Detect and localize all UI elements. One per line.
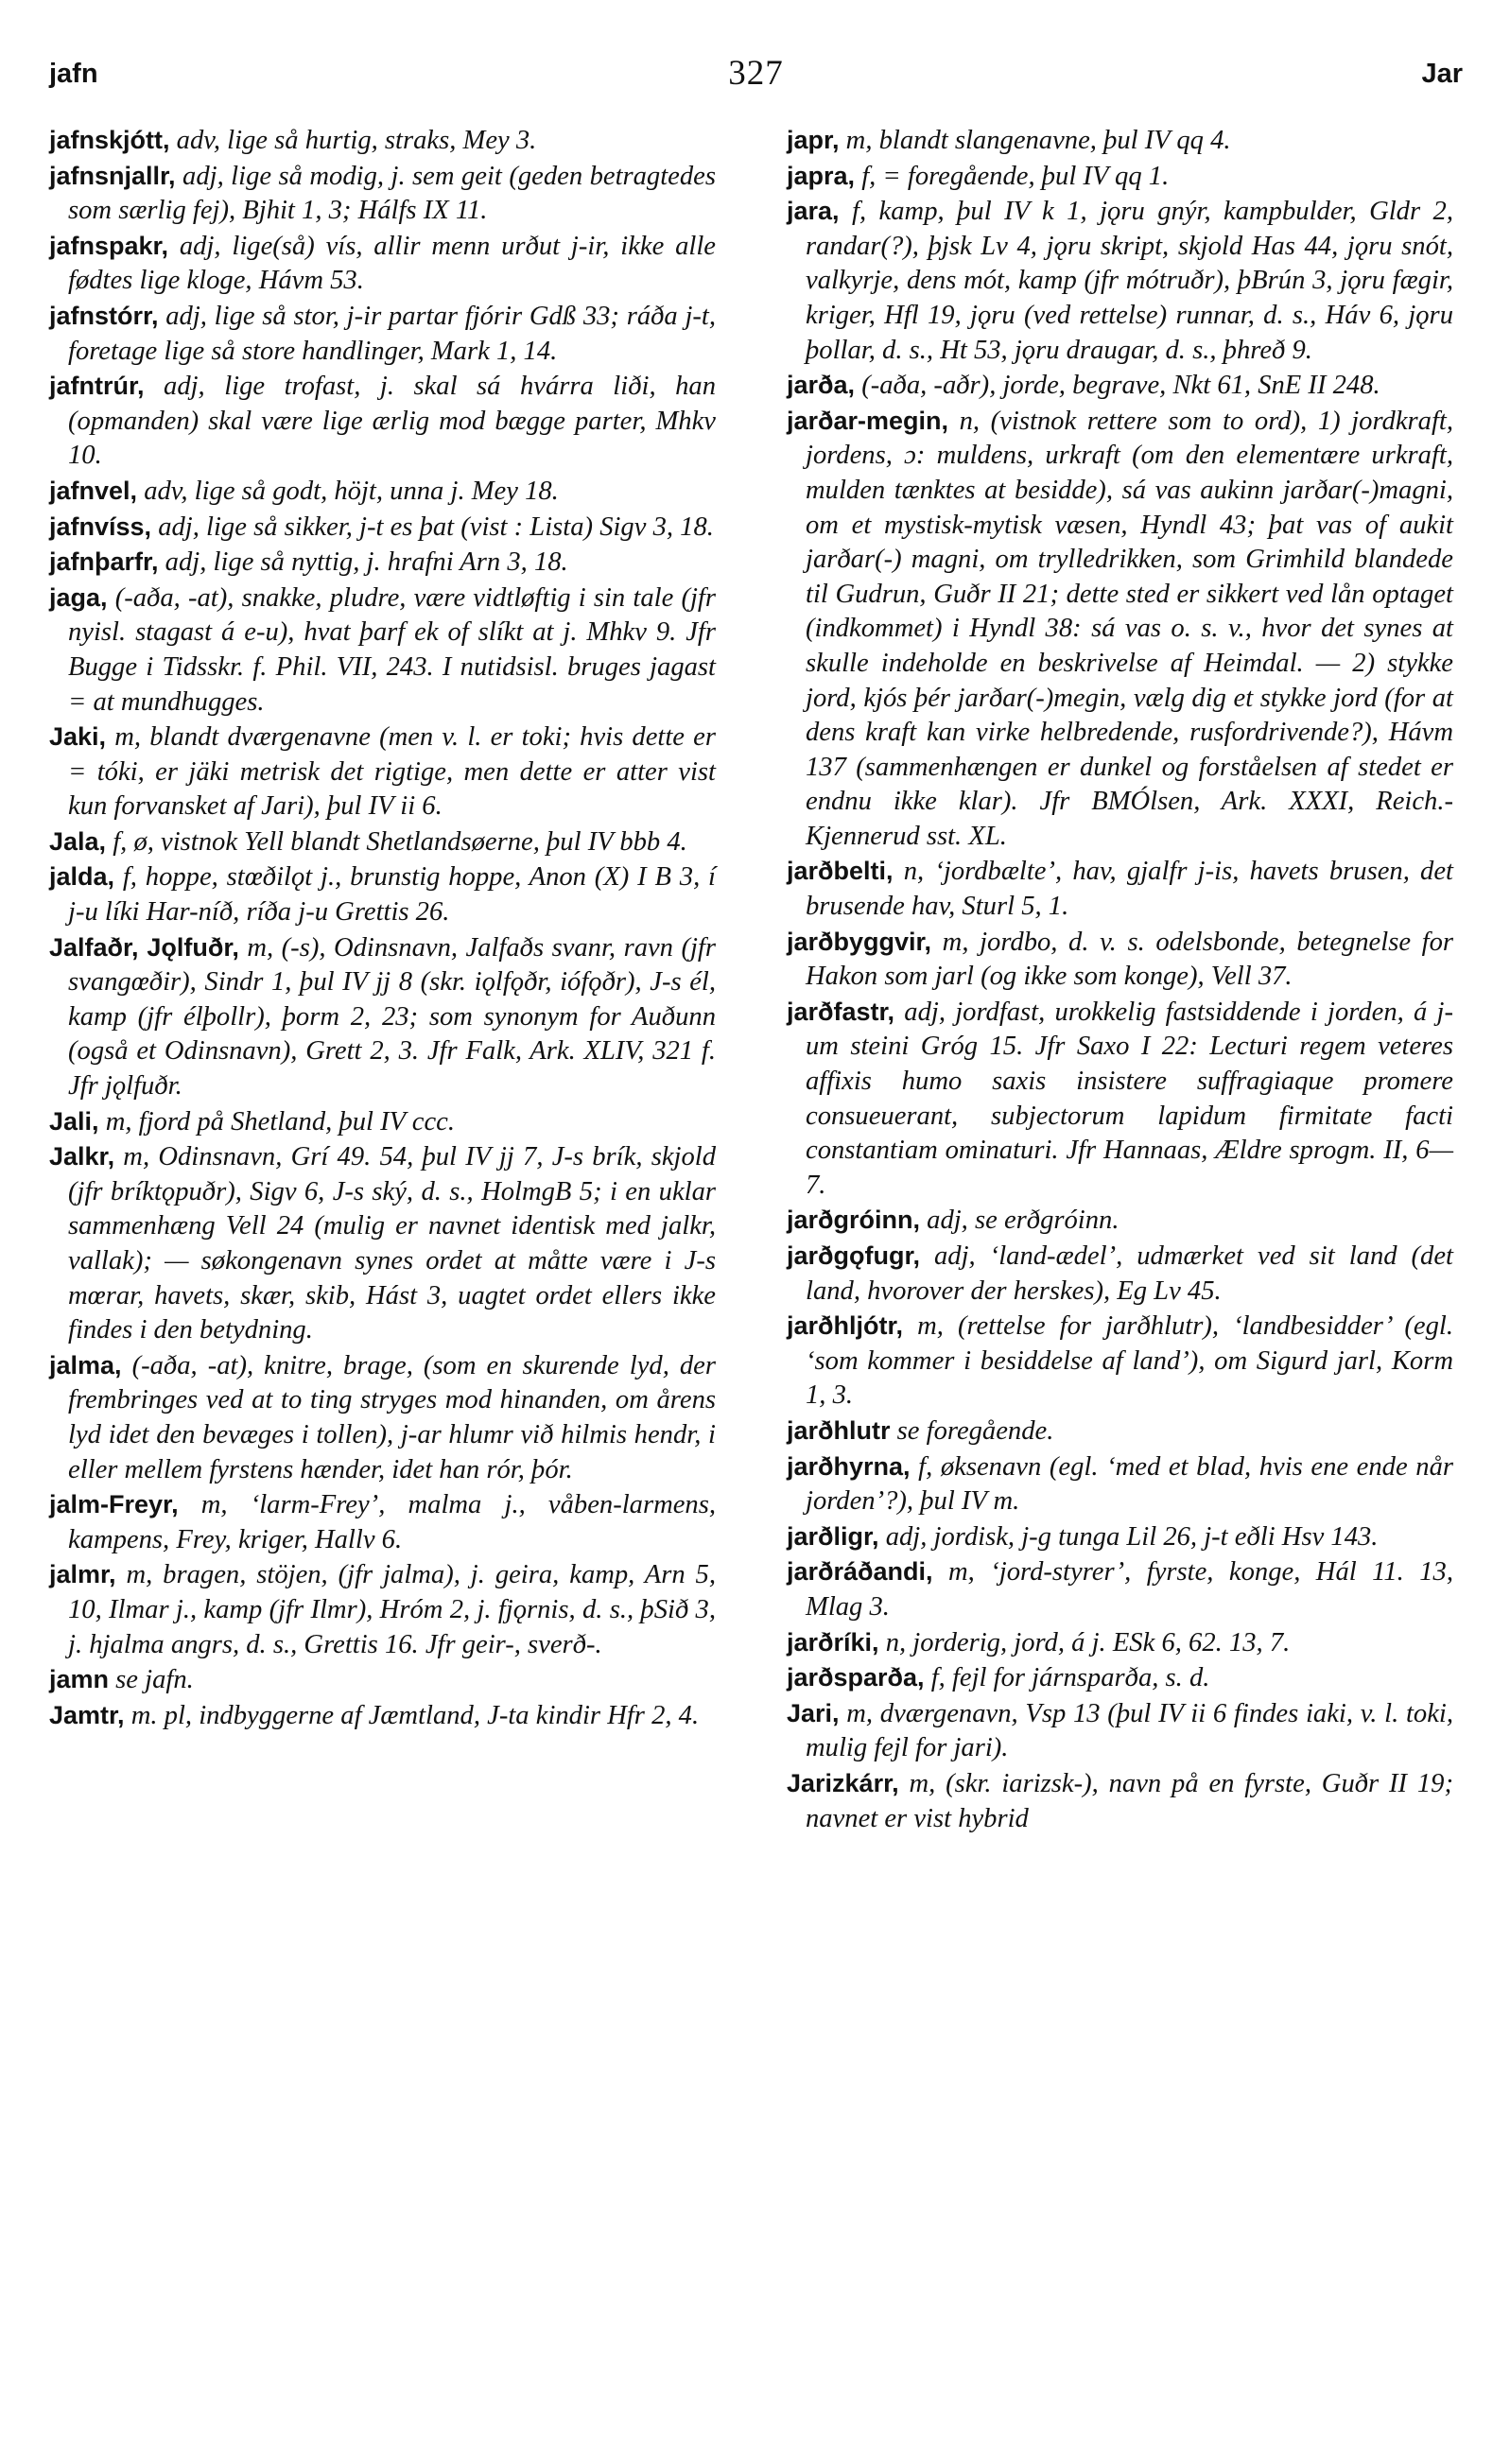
dictionary-entry xyxy=(787,1239,1453,1309)
entry-headword: jaga, xyxy=(49,582,108,612)
entry-headword: Jala, xyxy=(49,826,107,856)
dictionary-entry xyxy=(49,299,716,369)
entry-definition: adj, jordfast, urokkelig fastsiddende i jorden, á j-um steini Gróg 15. Jfr Saxo I 22: Lecturi regem veteres affixis humo saxis insistere suffragiaque promere consueuerant, subjectorum lapidum firmitate facti constantiam ominaturi. Jfr Hannaas, Ældre sprogm. II, 6—7. xyxy=(806,997,1453,1200)
entry-headword: jarðbelti, xyxy=(787,857,894,886)
dictionary-entry xyxy=(49,123,716,159)
entry-headword: jarðsparða, xyxy=(787,1663,925,1692)
entry-headword: Jari, xyxy=(787,1698,840,1727)
dictionary-entry xyxy=(787,194,1453,368)
entry-definition: m, ‘jord-styrer’, fyrste, konge, Hál 11. 13, Mlag 3. xyxy=(806,1557,1453,1622)
right-column xyxy=(787,123,1453,1836)
entry-definition: adj, jordisk, j-g tunga Lil 26, j-t eðli Hsv 143. xyxy=(878,1521,1379,1552)
dictionary-entry xyxy=(787,1766,1453,1836)
entry-definition: m, (skr. iarizsk-), navn på en fyrste, Guðr II 19; navnet er vist hybrid xyxy=(806,1768,1453,1833)
entry-headword: jafnsnjallr, xyxy=(49,161,176,190)
entry-definition: (-aða, -at), snakke, pludre, være vidtløftig i sin tale (jfr nyisl. stagast á e-u), hvat þarf ek of slíkt at j. Mhkv 9. Jfr Bugge i Tidsskr. f. Phil. VII, 243. I nutidsisl. bruges jagast = at mundhugges. xyxy=(68,582,716,717)
dictionary-entry xyxy=(49,824,716,860)
dictionary-entry xyxy=(787,1309,1453,1414)
header-right-guideword: Jar xyxy=(1421,59,1463,89)
dictionary-entry xyxy=(49,510,716,546)
dictionary-entry xyxy=(787,404,1453,855)
dictionary-entry xyxy=(49,720,716,824)
entry-headword: jafnvel, xyxy=(49,476,138,505)
entry-headword: jarðhljótr, xyxy=(787,1311,904,1341)
dictionary-entry xyxy=(49,369,716,474)
dictionary-entry xyxy=(787,995,1453,1204)
dictionary-entry xyxy=(787,1203,1453,1239)
entry-headword: jarðríki, xyxy=(787,1627,879,1657)
header-left-guideword: jafn xyxy=(49,59,98,89)
entry-headword: jafnvíss, xyxy=(49,512,152,541)
entry-definition: m, bragen, stöjen, (jfr jalma), j. geira, kamp, Arn 5, 10, Ilmar j., kamp (jfr Ilmr), Hróm 2, j. fjǫrnis, d. s., þSið 3, j. hjalma angrs, d. s., Grettis 16. Jfr geir-, sverð-. xyxy=(68,1560,716,1659)
entry-definition: adj, lige trofast, j. skal sá hvárra liði, han (opmanden) skal være lige ærlig mod bægge parter, Mhkv 10. xyxy=(68,372,716,471)
entry-definition: m, ‘larm-Frey’, malma j., våben-larmens, kampens, Frey, kriger, Hallv 6. xyxy=(68,1490,716,1554)
entry-definition: se jafn. xyxy=(109,1665,194,1695)
entry-definition: f, hoppe, stœðilǫt j., brunstig hoppe, Anon (X) I B 3, í j-u líki Har-níð, ríða j-u Grettis 26. xyxy=(68,862,716,928)
entry-headword: jarðligr, xyxy=(787,1521,879,1551)
dictionary-entry xyxy=(787,1696,1453,1766)
entry-headword: jamn xyxy=(49,1665,110,1694)
dictionary-entry xyxy=(49,545,716,581)
entry-headword: jarðgróinn, xyxy=(787,1206,920,1235)
entry-definition: f, ø, vistnok Yell blandt Shetlandsøerne, þul IV bbb 4. xyxy=(106,826,687,857)
entry-definition: f, øksenavn (egl. ‘med et blad, hvis ene ende når jorden’?), þul IV m. xyxy=(806,1451,1453,1517)
dictionary-entry xyxy=(787,159,1453,195)
dictionary-entry xyxy=(787,1414,1453,1449)
entry-definition: m, Odinsnavn, Grí 49. 54, þul IV jj 7, J-s brík, skjold (jfr bríktǫpuðr), Sigv 6, J-s ský, d. s., HolmgB 5; i en uklar sammenhæng Vell 24 (mulig er navnet identisk med jalkr, vallak); — søkongenavn synes ordet at måtte være i J-s mœrar, havets, skær, skib, Hást 3, uagtet ordet ellers ikke findes i den betydning. xyxy=(68,1142,716,1345)
dictionary-entry xyxy=(49,474,716,510)
entry-definition: adj, lige så stor, j-ir partar fjórir Gdß 33; ráða j-t, foretage lige så store handlinger, Mark 1, 14. xyxy=(68,301,716,366)
entry-headword: jarðhyrna, xyxy=(787,1451,911,1481)
entry-definition: adv, lige så godt, höjt, unna j. Mey 18. xyxy=(137,476,559,506)
dictionary-entry xyxy=(49,930,716,1104)
entry-headword: jalma, xyxy=(49,1350,122,1379)
dictionary-entry xyxy=(787,1554,1453,1624)
left-column xyxy=(49,123,716,1733)
entry-definition: adj, lige så nyttig, j. hrafni Arn 3, 18. xyxy=(158,547,568,578)
entry-headword: jafntrúr, xyxy=(49,372,145,401)
dictionary-entry xyxy=(787,854,1453,924)
entry-headword: Jamtr, xyxy=(49,1700,125,1729)
dictionary-entry xyxy=(787,1519,1453,1555)
entry-headword: jara, xyxy=(787,197,840,226)
entry-headword: jarðbyggvir, xyxy=(787,927,932,956)
entry-definition: m, jordbo, d. v. s. odelsbonde, betegnelse for Hakon som jarl (og ikke som konge), Vell 37. xyxy=(806,927,1453,992)
entry-headword: japr, xyxy=(787,126,840,154)
dictionary-entry xyxy=(49,1557,716,1662)
entry-headword: Jarizkárr, xyxy=(787,1768,899,1797)
entry-definition: se foregående. xyxy=(890,1415,1054,1446)
entry-definition: m, dværgenavn, Vsp 13 (þul IV ii 6 findes iaki, v. l. toki, mulig fejl for jari). xyxy=(806,1698,1453,1763)
entry-headword: jarðar-megin, xyxy=(787,406,949,435)
entry-definition: adj, lige(så) vís, allir menn urðut j-ir, ikke alle fødtes lige kloge, Hávm 53. xyxy=(68,231,716,296)
dictionary-entry xyxy=(787,123,1453,159)
entry-definition: adj, lige så modig, j. sem geit (geden betragtedes som særlig fej), Bjhit 1, 3; Hálfs IX 11. xyxy=(68,161,716,226)
dictionary-entry xyxy=(787,1625,1453,1661)
entry-definition: m, blandt slangenavne, þul IV qq 4. xyxy=(839,126,1231,155)
entry-definition: m, fjord på Shetland, þul IV ccc. xyxy=(98,1106,455,1137)
entry-definition: adj, se erðgróinn. xyxy=(920,1206,1119,1236)
entry-definition: n, ‘jordbælte’, hav, gjalfr j-is, havets brusen, det brusende hav, Sturl 5, 1. xyxy=(806,857,1453,922)
entry-definition: m, (-s), Odinsnavn, Jalfaðs svanr, ravn (jfr svangœðir), Sindr 1, þul IV jj 8 (skr. iǫlfǫðr, iófǫðr), J-s él, kamp (jfr élþollr), þorm 2, 23; som synonym for Auðunn (også et Odinsnavn), Grett 2, 3. Jfr Falk, Ark. XLIV, 321 f. Jfr jǫlfuðr. xyxy=(68,932,716,1102)
entry-headword: jalm-Freyr, xyxy=(49,1490,179,1519)
entry-definition: m, blandt dværgenavne (men v. l. er toki; hvis dette er = tóki, er jäki metrisk det rigtige, men dette er atter vist kun forvansket af Jari), þul IV ii 6. xyxy=(68,722,716,822)
dictionary-entry xyxy=(787,925,1453,995)
dictionary-entry xyxy=(49,1139,716,1348)
entry-headword: jarðgǫfugr, xyxy=(787,1241,920,1270)
entry-headword: jafnstórr, xyxy=(49,301,159,330)
entry-definition: adj, lige så sikker, j-t es þat (vist : Lista) Sigv 3, 18. xyxy=(151,512,714,542)
entry-headword: jafnskjótt, xyxy=(49,126,170,154)
dictionary-entry xyxy=(49,859,716,929)
dictionary-entry xyxy=(787,1660,1453,1696)
entry-definition: adj, ‘land-ædel’, udmærket ved sit land (det land, hvorover der herskes), Eg Lv 45. xyxy=(806,1241,1453,1306)
dictionary-entry xyxy=(49,1662,716,1698)
entry-headword: Jaki, xyxy=(49,722,107,752)
entry-definition: m. pl, indbyggerne af Jæmtland, J-ta kindir Hfr 2, 4. xyxy=(124,1700,700,1730)
entry-headword: jarðráðandi, xyxy=(787,1557,933,1587)
page-header xyxy=(49,53,1463,100)
dictionary-entry xyxy=(787,1449,1453,1519)
entry-headword: jafnspakr, xyxy=(49,231,169,260)
entry-headword: jarða, xyxy=(787,371,856,400)
entry-definition: (-aða, -at), knitre, brage, (som en skurende lyd, der frembringes ved at to ting stryges mod hinanden, om årens lyd idet den bevæges i tollen), j-ar hlumr við hilmis hendr, i eller mellem fyrstens hænder, idet han rór, þór. xyxy=(68,1350,716,1484)
entry-headword: jarðhlutr xyxy=(787,1415,891,1445)
entry-definition: n, jorderig, jord, á j. ESk 6, 62. 13, 7. xyxy=(878,1627,1291,1657)
entry-headword: japra, xyxy=(787,161,856,190)
entry-definition: f, fejl for járnsparða, s. d. xyxy=(924,1663,1210,1693)
dictionary-entry xyxy=(49,229,716,299)
dictionary-entry xyxy=(49,1487,716,1557)
entry-headword: jalmr, xyxy=(49,1560,116,1589)
entry-headword: Jali, xyxy=(49,1106,99,1136)
dictionary-entry xyxy=(49,159,716,229)
page-number: 327 xyxy=(728,54,784,93)
entry-definition: n, (vistnok rettere som to ord), 1) jordkraft, jordens, ɔ: muldens, urkraft (om den elementære urkraft, mulden tænktes at besidde), sá vas aukinn jarðar(-)magni, om et mystisk-mytisk væsen, Hyndl 43; þat vas of aukit jarðar(-) magni, om trylledrikken, som Grimhild blandede til Gudrun, Guðr II 21; dette sted er sikkert ved lån optaget (indkommet) i Hyndl 38: sá vas o. s. v., hvor det synes at skulle indeholde en beskrivelse af Heimdal. — 2) stykke jord, kjós þér jarðar(-)megin, vælg dig et stykke jord (for at dens kraft kan virke helbredende, rusfordrivende?), Hávm 137 (sammenhængen er dunkel og forståelsen af stedet er endnu ikke klar). Jfr BMÓlsen, Ark. XXXI, Reich.-Kjennerud sst. XL. xyxy=(806,406,1453,851)
dictionary-entry xyxy=(49,1698,716,1734)
entry-definition: (-aða, -aðr), jorde, begrave, Nkt 61, SnE II 248. xyxy=(855,371,1380,401)
entry-headword: jafnþarfr, xyxy=(49,547,159,577)
entry-headword: jarðfastr, xyxy=(787,997,895,1026)
dictionary-entry xyxy=(49,1104,716,1140)
entry-definition: adv, lige så hurtig, straks, Mey 3. xyxy=(169,126,537,155)
entry-headword: jalda, xyxy=(49,862,115,892)
entry-definition: f, kamp, þul IV k 1, jǫru gnýr, kampbulder, Gldr 2, randar(?), þjsk Lv 4, jǫru skript, skjold Has 44, jǫru snót, valkyrje, dens mót, kamp (jfr mótruðr), þBrún 3, jǫru fægir, kriger, Hfl 19, jǫru (ved rettelse) runnar, d. s., Háv 6, jǫru þollar, d. s., Ht 53, jǫru draugar, d. s., þhreð 9. xyxy=(806,197,1453,365)
dictionary-entry xyxy=(49,581,716,720)
entry-headword: Jalkr, xyxy=(49,1142,115,1171)
entry-definition: m, (rettelse for jarðhlutr), ‘landbesidder’ (egl. ‘som kommer i besiddelse af land’), om Sigurd jarl, Korm 1, 3. xyxy=(806,1311,1453,1411)
dictionary-entry xyxy=(49,1348,716,1487)
entry-definition: f, = foregående, þul IV qq 1. xyxy=(855,161,1170,191)
dictionary-entry xyxy=(787,368,1453,404)
entry-headword: Jalfaðr, Jǫlfuðr, xyxy=(49,932,239,962)
